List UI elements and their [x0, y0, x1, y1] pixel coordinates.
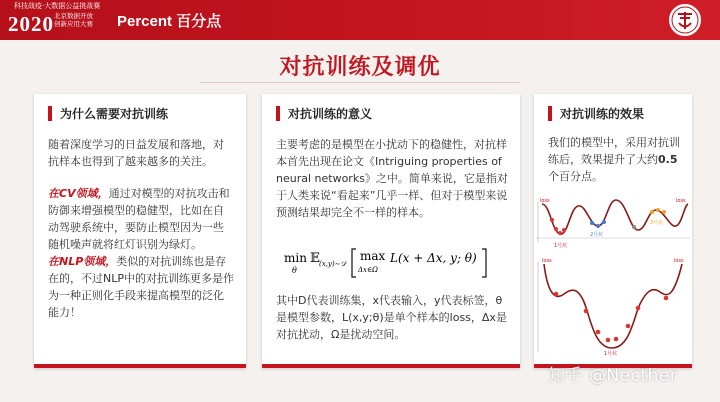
card-heading: [48, 105, 168, 122]
card-body-notes: [276, 292, 508, 343]
loss-label-left-bottom: loss: [542, 258, 552, 264]
formula-max: max: [360, 249, 386, 263]
paragraph-cv: [48, 185, 234, 253]
paragraph-nlp: [48, 253, 234, 321]
cv-text: 通过对模型的对抗攻击和防御来增强模型的稳健型，比如在自动驾驶系统中，要防止模型因为一些随机噪声就将红灯识别为绿灯。: [48, 187, 230, 251]
pit-label-bottom: 1号坑: [604, 351, 618, 356]
formula-expect-sub: (x,y)∼𝒟: [319, 260, 347, 268]
effect-text: 我们的模型中，采用对抗训练后，效果提升了大约: [548, 136, 680, 166]
card-heading: [276, 105, 372, 122]
paragraph-meaning: 主要考虑的是模型在小扰动下的稳健性，对抗样本首先出现在论文《Intriguing properties of neural networks》之中。简单来说，它是指对于人类来说“看起来”几乎一样、但对于模型来说预测结果却完全不一样的样本。: [276, 138, 508, 219]
pit-label-2: 2号坑: [590, 232, 604, 238]
card-heading-text: 对抗训练的效果: [560, 107, 645, 121]
card-meaning: [262, 94, 520, 368]
heading-accent-bar: [276, 106, 280, 121]
event-subtitle-line1: 北京数据开放: [54, 12, 93, 20]
effect-number: 0.5: [658, 153, 678, 166]
card-effect: [534, 94, 692, 368]
effect-tail: 个百分点。: [548, 170, 603, 183]
watermark: 知乎 @Necther: [548, 366, 678, 386]
card-heading: [548, 105, 644, 122]
pit-label-1: 1号坑: [554, 243, 568, 249]
formula-loss: L(x + Δx, y; θ): [390, 251, 477, 265]
card-body: [548, 134, 688, 185]
percent-logo: Percent 百分点: [117, 13, 222, 30]
card-body: [276, 136, 508, 221]
title-divider: [200, 82, 520, 83]
formula-max-sub: Δx∈Ω: [358, 266, 378, 274]
event-year: 2020: [8, 12, 54, 36]
loss-label-left: loss: [540, 198, 550, 204]
card-bottom-bar: [262, 364, 520, 368]
event-subtitle-line2: 创新应用大赛: [54, 20, 93, 28]
loss-label-right: loss: [676, 198, 686, 204]
paragraph-effect: [548, 134, 688, 185]
paragraph-symbols: 其中D代表训练集，x代表输入，y代表标签，θ是模型参数，L(x,y;θ)是单个样本的loss，Δx是对抗扰动，Ω是扰动空间。: [276, 294, 507, 341]
formula-min-sub: θ: [292, 266, 297, 275]
seal-logo-icon: [668, 3, 702, 37]
heading-accent-bar: [548, 106, 552, 121]
cv-emphasis: 在CV领域，: [48, 187, 109, 200]
card-heading-text: 为什么需要对抗训练: [60, 107, 169, 121]
card-heading-text: 对抗训练的意义: [288, 107, 373, 121]
card-body: [48, 136, 234, 321]
minmax-formula: [282, 246, 490, 280]
event-subtitle: [54, 12, 106, 28]
card-why-adversarial: [34, 94, 246, 368]
event-name: 科技战疫·大数据公益挑战赛: [14, 2, 101, 10]
heading-accent-bar: [48, 106, 52, 121]
nlp-emphasis: 在NLP领域，: [48, 255, 117, 268]
pit-label-3: 3号坑: [650, 220, 664, 226]
paragraph-intro: 随着深度学习的日益发展和落地，对抗样本也得到了越来越多的关注。: [48, 138, 224, 168]
loss-landscape-after: [534, 256, 692, 356]
loss-label-right-bottom: loss: [674, 258, 684, 264]
formula-min: min: [284, 251, 307, 265]
formula-expect: 𝔼: [310, 251, 320, 266]
page-title: 对抗训练及调优: [279, 55, 441, 80]
loss-landscape-before: [534, 196, 692, 252]
card-bottom-bar: [34, 364, 246, 368]
header-bar: [0, 0, 720, 40]
nlp-text: 类似的对抗训练也是存在的，不过NLP中的对抗训练更多是作为一种正则化手段来提高模型的泛化能力！: [48, 255, 234, 319]
